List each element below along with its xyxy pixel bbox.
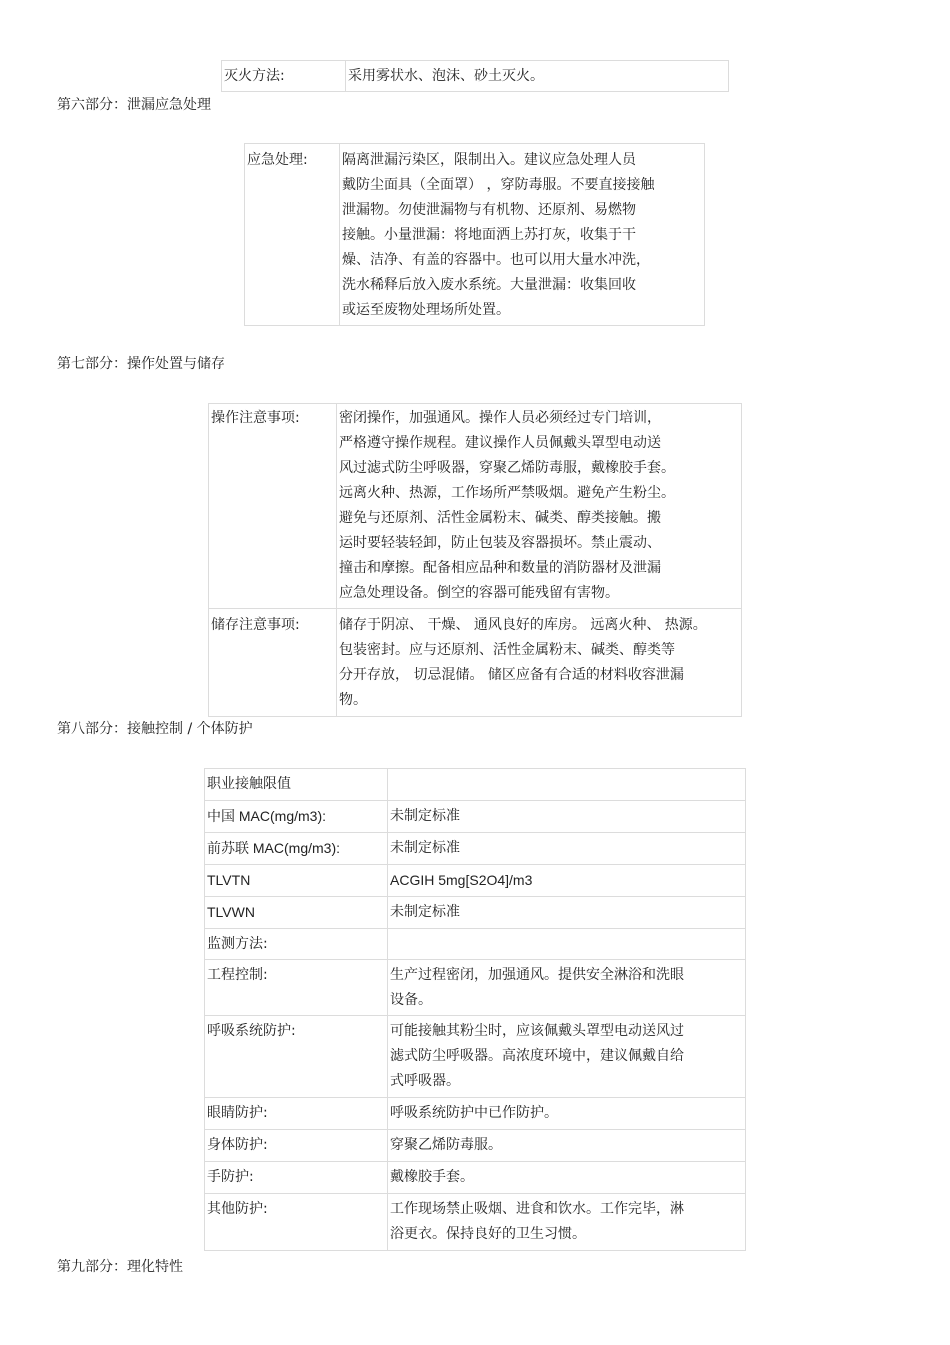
storage-value: 储存于阴凉、 干燥、 通风良好的库房。 远离火种、 热源。 包装密封。应与还原剂、活性金属粉末、碱类、醇类等 分开存放， 切忌混储。 储区应备有合适的材料收容泄漏 物。	[337, 609, 742, 717]
exposure-limit-label: 职业接触限值	[205, 769, 388, 801]
other-value: 工作现场禁止吸烟、进食和饮水。工作完毕，淋 浴更衣。保持良好的卫生习惯。	[388, 1194, 746, 1251]
china-mac-label: 中国 MAC(mg/m3):	[205, 801, 388, 833]
table-row	[205, 1098, 746, 1130]
table-row	[205, 801, 746, 833]
tlvtn-label: TLVTN	[205, 865, 388, 897]
handling-value: 密闭操作，加强通风。操作人员必须经过专门培训， 严格遵守操作规程。建议操作人员佩戴头罩型电动送 风过滤式防尘呼吸器，穿聚乙烯防毒服，戴橡胶手套。 远离火种、热源，工作场所严禁吸烟。避免产生粉尘。 避免与还原剂、活性金属粉末、碱类、醇类接触。搬 运时要轻装轻卸，防止包装及容器损坏。禁止震动、 撞击和摩擦。配备相应品种和数量的消防器材及泄漏 应急处理设备。倒空的容器可能残留有害物。	[337, 404, 742, 609]
eye-value: 呼吸系统防护中已作防护。	[388, 1098, 746, 1130]
table-row	[205, 1194, 746, 1251]
storage-label: 储存注意事项:	[209, 609, 337, 717]
section6-heading: 第六部分：泄漏应急处理	[57, 97, 211, 113]
other-label: 其他防护:	[205, 1194, 388, 1251]
body-label: 身体防护:	[205, 1130, 388, 1162]
section6-table	[244, 143, 705, 326]
ussr-mac-value: 未制定标准	[388, 833, 746, 865]
fire-value: 采用雾状水、泡沫、砂土灭火。	[346, 61, 729, 92]
table-row	[209, 609, 742, 717]
section7-heading: 第七部分：操作处置与储存	[57, 356, 225, 372]
table-row	[222, 61, 729, 92]
table-row	[205, 769, 746, 801]
handling-label: 操作注意事项:	[209, 404, 337, 609]
body-value: 穿聚乙烯防毒服。	[388, 1130, 746, 1162]
table-row	[209, 404, 742, 609]
table-row	[205, 865, 746, 897]
china-mac-value: 未制定标准	[388, 801, 746, 833]
section8-table	[204, 768, 746, 1251]
tlvwn-value: 未制定标准	[388, 897, 746, 929]
table-row	[205, 833, 746, 865]
emergency-value: 隔离泄漏污染区，限制出入。建议应急处理人员 戴防尘面具（全面罩） ，穿防毒服。不要直接接触 泄漏物。勿使泄漏物与有机物、还原剂、易燃物 接触。小量泄漏：将地面洒上苏打灰，收集于干 燥、洁净、有盖的容器中。也可以用大量水冲洗， 洗水稀释后放入废水系统。大量泄漏：收集回收 或运至废物处理场所处置。	[340, 144, 705, 326]
fire-label: 灭火方法:	[222, 61, 346, 92]
engineering-label: 工程控制:	[205, 960, 388, 1016]
table-row	[205, 960, 746, 1016]
section9-heading: 第九部分：理化特性	[57, 1259, 183, 1275]
table-row	[205, 1130, 746, 1162]
section8-heading: 第八部分：接触控制 / 个体防护	[57, 721, 253, 737]
fire-table	[221, 60, 729, 92]
hand-label: 手防护:	[205, 1162, 388, 1194]
table-row	[245, 144, 705, 326]
table-row	[205, 897, 746, 929]
respiratory-value: 可能接触其粉尘时，应该佩戴头罩型电动送风过 滤式防尘呼吸器。高浓度环境中，建议佩戴自给 式呼吸器。	[388, 1016, 746, 1098]
tlvtn-value: ACGIH 5mg[S2O4]/m3	[388, 865, 746, 897]
tlvwn-label: TLVWN	[205, 897, 388, 929]
exposure-limit-value	[388, 769, 746, 801]
eye-label: 眼睛防护:	[205, 1098, 388, 1130]
table-row	[205, 1016, 746, 1098]
hand-value: 戴橡胶手套。	[388, 1162, 746, 1194]
ussr-mac-label: 前苏联 MAC(mg/m3):	[205, 833, 388, 865]
respiratory-label: 呼吸系统防护:	[205, 1016, 388, 1098]
section7-table	[208, 403, 742, 717]
engineering-value: 生产过程密闭，加强通风。提供安全淋浴和洗眼 设备。	[388, 960, 746, 1016]
table-row	[205, 929, 746, 960]
table-row	[205, 1162, 746, 1194]
emergency-label: 应急处理:	[245, 144, 340, 326]
monitoring-value	[388, 929, 746, 960]
monitoring-label: 监测方法:	[205, 929, 388, 960]
